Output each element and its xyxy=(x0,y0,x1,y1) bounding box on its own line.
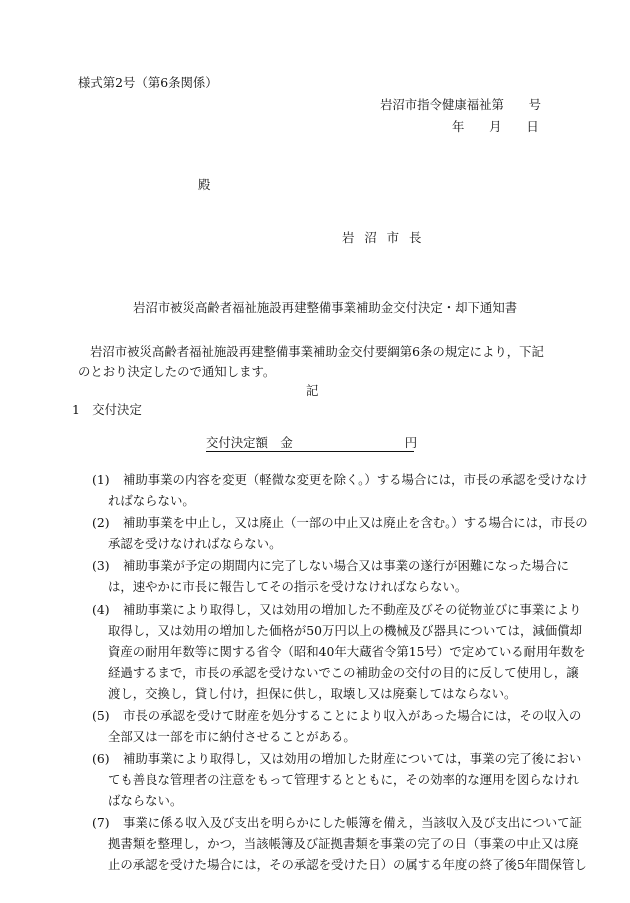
condition-text-line: 補助事業が予定の期間内に完了しない場合又は事業の遂行が困難になった場合に xyxy=(123,558,570,574)
condition-text-line: 資産の耐用年数等に関する省令（昭和40年大蔵省令第15号）で定めている耐用年数を xyxy=(108,643,586,659)
ki-marker: 記 xyxy=(306,383,319,398)
grant-amount-unit: 円 xyxy=(404,435,418,450)
grant-amount-line xyxy=(206,437,417,449)
condition-text-line: 全部又は一部を市に納付させることがある。 xyxy=(108,728,356,744)
condition-number: (1) xyxy=(92,472,110,487)
sender-mayor: 岩 沼 市 長 xyxy=(342,230,425,245)
document-number: 岩沼市指令健康福祉第 号 xyxy=(380,97,542,112)
document-title: 岩沼市被災高齢者福祉施設再建整備事業補助金交付決定・却下通知書 xyxy=(133,300,518,315)
section-heading-decision: 1 交付決定 xyxy=(72,402,142,417)
condition-text-line: は，速やかに市長に報告してその指示を受けなければならない。 xyxy=(108,579,468,595)
grant-amount-label: 交付決定額 金 xyxy=(206,435,293,450)
grant-amount-underline xyxy=(206,451,414,452)
condition-text-line: 補助事業により取得し，又は効用の増加した財産については，事業の完了後におい xyxy=(123,751,582,766)
condition-text-line: 拠書類を整理し，かつ，当該帳簿及び証拠書類を事業の完了の日（事業の中止又は廃 xyxy=(108,836,579,852)
condition-text-line: 経過するまで，市長の承認を受けないでこの補助金の交付の目的に反して使用し，譲 xyxy=(108,664,579,680)
condition-text-line: 止の承認を受けた場合には，その承認を受けた日）の属する年度の終了後5年間保管し xyxy=(108,857,587,873)
condition-text-line: ばならない。 xyxy=(108,793,183,808)
addressee-honorific: 殿 xyxy=(198,177,211,192)
form-number: 様式第2号（第6条関係） xyxy=(78,75,218,90)
condition-text-line: 補助事業の内容を変更（軽微な変更を除く。）する場合には，市長の承認を受けなけ xyxy=(123,472,588,487)
body-paragraph: 岩沼市被災高齢者福祉施設再建整備事業補助金交付要綱第6条の規定により，下記のとおり決定したので通知します。 xyxy=(78,344,544,379)
condition-text-line: ればならない。 xyxy=(108,493,195,508)
condition-text-line: 事業に係る収入及び支出を明らかにした帳簿を備え，当該収入及び支出について証 xyxy=(123,815,582,831)
condition-text-line: ても善良な管理者の注意をもって管理するとともに，その効率的な運用を図らなけれ xyxy=(108,772,579,787)
condition-number: (5) xyxy=(92,707,110,723)
condition-number: (4) xyxy=(92,601,110,617)
condition-text-line: 渡し，交換し，貸し付け，担保に供し，取壊し又は廃棄してはならない。 xyxy=(108,685,517,701)
document-date: 年 月 日 xyxy=(452,119,539,134)
condition-text-line: 市長の承認を受けて財産を処分することにより収入があった場合には，その収入の xyxy=(123,707,582,723)
condition-text-line: 承認を受けなければならない。 xyxy=(108,536,282,552)
condition-number: (2) xyxy=(92,515,110,531)
condition-text-line: 取得し，又は効用の増加した価格が50万円以上の機械及び器具については，減価償却 xyxy=(108,622,582,638)
condition-number: (6) xyxy=(92,751,110,766)
condition-number: (3) xyxy=(92,558,110,574)
condition-text-line: 補助事業を中止し，又は廃止（一部の中止又は廃止を含む。）する場合には，市長の xyxy=(123,515,588,531)
condition-number: (7) xyxy=(92,815,110,831)
condition-text-line: 補助事業により取得し，又は効用の増加した不動産及びその従物並びに事業により xyxy=(123,601,582,617)
